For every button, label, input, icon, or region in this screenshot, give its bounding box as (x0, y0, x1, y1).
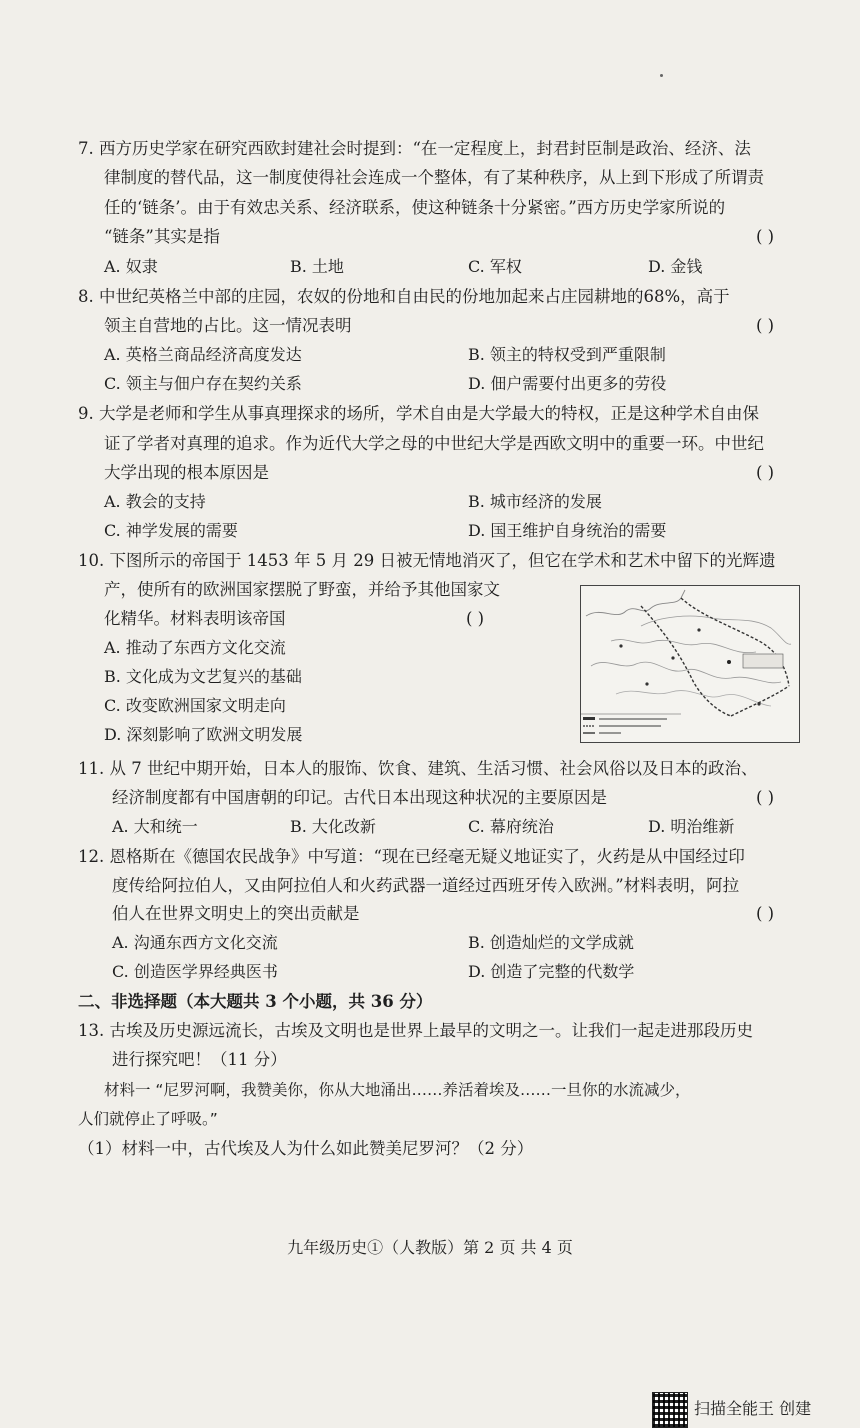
q7-line-4: “链条”其实是指 (104, 227, 220, 246)
q9-option-b: B. 城市经济的发展 (468, 492, 602, 511)
q11-option-d: D. 明治维新 (648, 817, 735, 836)
q8-line-1: 8. 中世纪英格兰中部的庄园，农奴的份地和自由民的份地加起来占庄园耕地的68%，高于 (78, 287, 730, 306)
q8-answer-paren: ( ) (756, 316, 775, 335)
section-heading-non-choice: 二、非选择题（本大题共 3 个小题，共 36 分） (78, 992, 433, 1011)
q12-option-a: A. 沟通东西方文化交流 (112, 933, 278, 952)
q8-line-2: 领主自营地的占比。这一情况表明 (104, 316, 352, 335)
q8-option-a: A. 英格兰商品经济高度发达 (104, 345, 302, 364)
q11-answer-paren: ( ) (756, 788, 775, 807)
q12-option-c: C. 创造医学界经典医书 (112, 962, 278, 981)
q12-option-b: B. 创造灿烂的文学成就 (468, 933, 634, 952)
q11-line-2: 经济制度都有中国唐朝的印记。古代日本出现这种状况的主要原因是 (112, 788, 607, 807)
q10-line-3: 化精华。材料表明该帝国 (104, 609, 286, 628)
qr-code-icon (652, 1392, 688, 1428)
q12-option-d: D. 创造了完整的代数学 (468, 962, 635, 981)
q7-option-c: C. 军权 (468, 257, 522, 276)
q12-line-2: 度传给阿拉伯人，又由阿拉伯人和火药武器一道经过西班牙传入欧洲。”材料表明，阿拉 (112, 876, 740, 895)
page-footer: 九年级历史①（人教版）第 2 页 共 4 页 (287, 1238, 573, 1257)
q8-option-b: B. 领主的特权受到严重限制 (468, 345, 666, 364)
q13-material-1-line-1: 材料一 “尼罗河啊，我赞美你，你从大地涌出……养活着埃及……一旦你的水流减少， (104, 1081, 691, 1099)
q12-answer-paren: ( ) (756, 904, 775, 923)
q13-subquestion-1: （1）材料一中，古代埃及人为什么如此赞美尼罗河？（2 分） (78, 1139, 534, 1158)
q9-line-3: 大学出现的根本原因是 (104, 463, 269, 482)
q10-line-1: 10. 下图所示的帝国于 1453 年 5 月 29 日被无情地消灭了，但它在学术和艺术中留下的光辉遗 (78, 551, 776, 570)
q10-option-c: C. 改变欧洲国家文明走向 (104, 696, 286, 715)
q7-option-a: A. 奴隶 (104, 257, 158, 276)
q7-line-2: 律制度的替代品，这一制度使得社会连成一个整体，有了某种秩序，从上到下形成了所谓责 (104, 168, 764, 187)
q7-option-b: B. 土地 (290, 257, 344, 276)
q10-option-b: B. 文化成为文艺复兴的基础 (104, 667, 302, 686)
q9-option-c: C. 神学发展的需要 (104, 521, 238, 540)
map-drawing (581, 586, 799, 742)
q8-option-d: D. 佃户需要付出更多的劳役 (468, 374, 667, 393)
q9-line-1: 9. 大学是老师和学生从事真理探求的场所，学术自由是大学最大的特权，正是这种学术自由保 (78, 404, 759, 423)
q11-option-c: C. 幕府统治 (468, 817, 554, 836)
q10-answer-paren: ( ) (466, 609, 485, 628)
q13-line-2: 进行探究吧！（11 分） (112, 1050, 287, 1069)
q10-option-a: A. 推动了东西方文化交流 (104, 638, 286, 657)
q8-option-c: C. 领主与佃户存在契约关系 (104, 374, 302, 393)
q9-option-d: D. 国王维护自身统治的需要 (468, 521, 667, 540)
q7-option-d: D. 金钱 (648, 257, 703, 276)
q10-line-2: 产，使所有的欧洲国家摆脱了野蛮，并给予其他国家文 (104, 580, 500, 599)
scanner-watermark: 扫描全能王 创建 (694, 1399, 812, 1418)
q9-answer-paren: ( ) (756, 463, 775, 482)
q11-line-1: 11. 从 7 世纪中期开始，日本人的服饰、饮食、建筑、生活习惯、社会风俗以及日本的政治、 (78, 759, 758, 778)
q12-line-3: 伯人在世界文明史上的突出贡献是 (112, 904, 360, 923)
q12-line-1: 12. 恩格斯在《德国农民战争》中写道：“现在已经毫无疑义地证实了，火药是从中国经过印 (78, 847, 745, 866)
q7-line-3: 任的‘链条’。由于有效忠关系、经济联系，使这种链条十分紧密。”西方历史学家所说的 (104, 198, 726, 217)
q11-option-b: B. 大化改新 (290, 817, 376, 836)
q9-line-2: 证了学者对真理的追求。作为近代大学之母的中世纪大学是西欧文明中的重要一环。中世纪 (104, 434, 764, 453)
q13-material-1-line-2: 人们就停止了呼吸。” (78, 1110, 218, 1128)
q9-option-a: A. 教会的支持 (104, 492, 206, 511)
q7-answer-paren: ( ) (756, 227, 775, 246)
byzantine-empire-map (580, 585, 800, 743)
q10-option-d: D. 深刻影响了欧洲文明发展 (104, 725, 303, 744)
q7-line-1: 7. 西方历史学家在研究西欧封建社会时提到：“在一定程度上，封君封臣制是政治、经济、法 (78, 139, 751, 158)
q13-line-1: 13. 古埃及历史源远流长，古埃及文明也是世界上最早的文明之一。让我们一起走进那段历史 (78, 1021, 753, 1040)
scan-speck (660, 74, 663, 77)
q11-option-a: A. 大和统一 (112, 817, 198, 836)
